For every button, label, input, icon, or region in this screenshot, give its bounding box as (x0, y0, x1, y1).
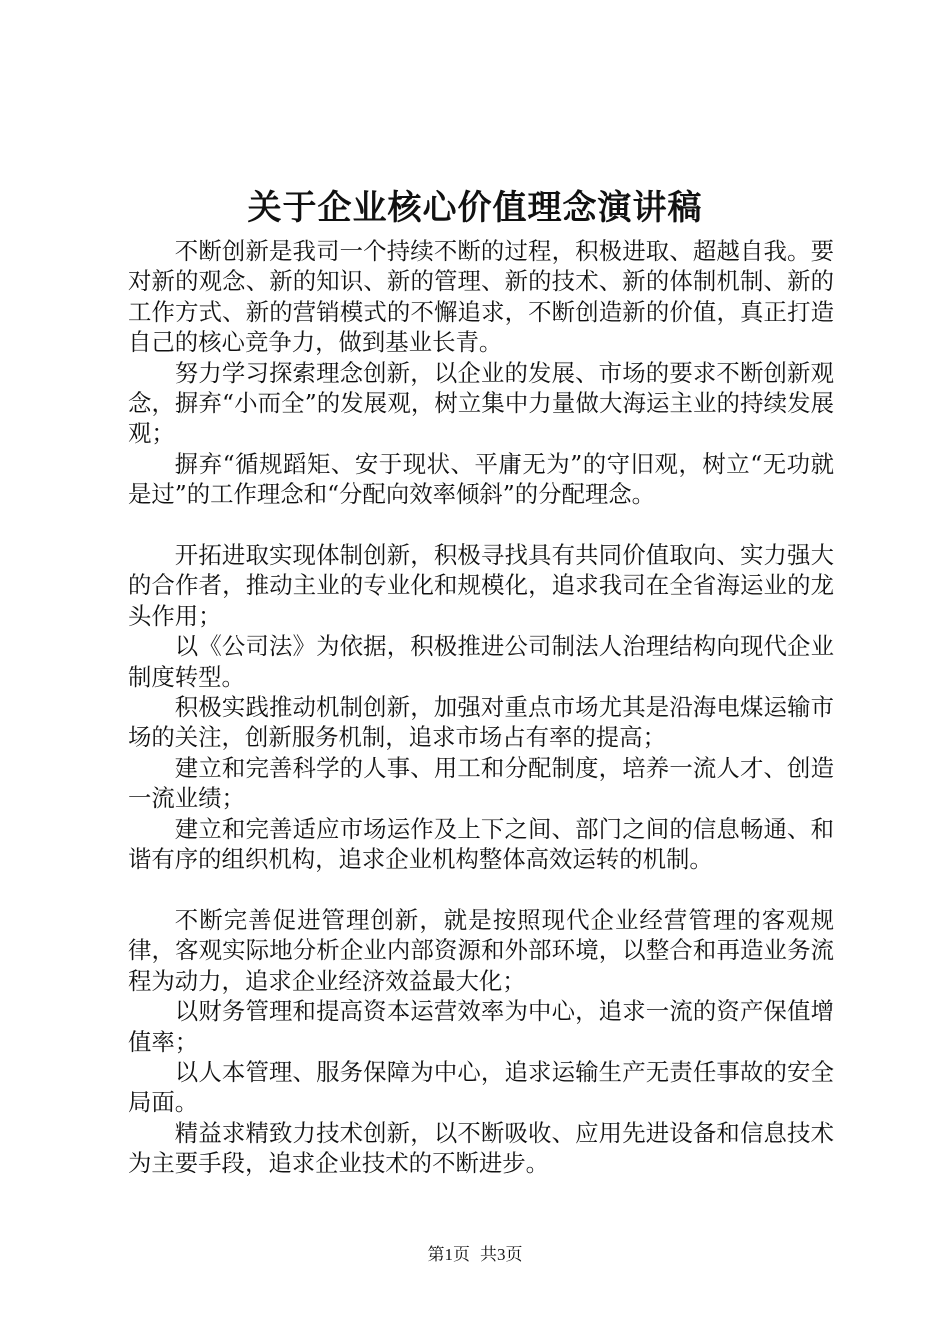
paragraph: 摒弃“循规蹈矩、安于现状、平庸无为”的守旧观，树立“无功就是过”的工作理念和“分配向效率倾斜”的分配理念。 (128, 449, 834, 509)
paragraph-gap (128, 510, 834, 540)
paragraph: 建立和完善科学的人事、用工和分配制度，培养一流人才、创造一流业绩； (128, 753, 834, 813)
document-title: 关于企业核心价值理念演讲稿 (247, 188, 703, 228)
paragraph: 以人本管理、服务保障为中心，追求运输生产无责任事故的安全局面。 (128, 1057, 834, 1117)
paragraph: 开拓进取实现体制创新，积极寻找具有共同价值取向、实力强大的合作者，推动主业的专业化和规模化，追求我司在全省海运业的龙头作用； (128, 541, 834, 630)
paragraph: 精益求精致力技术创新，以不断吸收、应用先进设备和信息技术为主要手段，追求企业技术的不断进步。 (128, 1118, 834, 1178)
paragraph-gap (128, 875, 834, 905)
paragraph: 不断创新是我司一个持续不断的过程，积极进取、超越自我。要对新的观念、新的知识、新的管理、新的技术、新的体制机制、新的工作方式、新的营销模式的不懈追求，不断创造新的价值，真正打造自己的核心竞争力，做到基业长青。 (128, 237, 834, 357)
paragraph: 建立和完善适应市场运作及上下之间、部门之间的信息畅通、和谐有序的组织机构，追求企业机构整体高效运转的机制。 (128, 814, 834, 874)
paragraph: 积极实践推动机制创新，加强对重点市场尤其是沿海电煤运输市场的关注，创新服务机制，追求市场占有率的提高； (128, 693, 834, 752)
page-total: 共3页 (480, 1245, 523, 1264)
paragraph: 以财务管理和提高资本运营效率为中心，追求一流的资产保值增值率； (128, 997, 834, 1056)
paragraph: 不断完善促进管理创新，就是按照现代企业经营管理的客观规律，客观实际地分析企业内部资源和外部环境，以整合和再造业务流程为动力，追求企业经济效益最大化； (128, 905, 834, 995)
paragraph: 努力学习探索理念创新，以企业的发展、市场的要求不断创新观念，摒弃“小而全”的发展观，树立集中力量做大海运主业的持续发展观； (128, 358, 834, 448)
paragraph: 以《公司法》为依据，积极推进公司制法人治理结构向现代企业制度转型。 (128, 632, 834, 691)
document-body (128, 236, 834, 1179)
page-number: 第1页 (427, 1245, 470, 1264)
page-footer (0, 1243, 950, 1267)
